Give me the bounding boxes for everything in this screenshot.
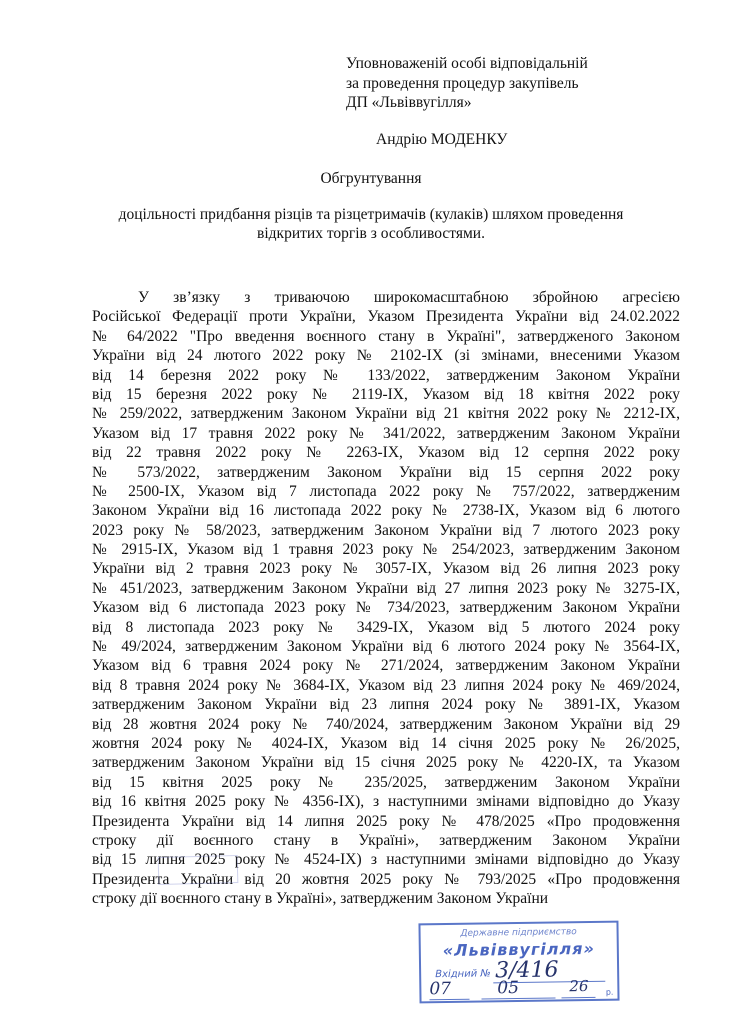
body-line: Російської Федерації проти України, Указом Президента України від 24.02.2022 [92,308,680,326]
body-line: від 15 березня 2022 року № 2119-IX, Указом від 18 квітня 2022 року [92,385,680,403]
stamp-year-suffix: р. [605,987,614,997]
document-subject [0,206,730,243]
body-line: України від 24 лютого 2022 року № 2102-IX (зі змінами, внесеними Указом [92,347,680,365]
incoming-registration-stamp [418,921,619,1004]
body-line: № 49/2024, затвердженим Законом України від 6 лютого 2024 року № 3564-IX, [92,638,680,656]
addressee-block [346,54,588,113]
faint-stamp-mark [158,855,239,885]
body-line: строку дії воєнного стану в Україні», затвердженим Законом України [92,831,680,849]
body-line: строку дії воєнного стану в Україні», затвердженим Законом України [92,890,549,908]
body-line: від 8 травня 2024 року № 3684-IX, Указом від 23 липня 2024 року № 469/2024, [92,676,680,694]
addressee-line: за проведення процедур закупівель [346,74,579,92]
body-line: затвердженим Законом України від 15 січня 2025 року № 4220-IX, та Указом [92,754,680,772]
stamp-org-top: Державне підприємство [460,927,577,939]
body-line: Президента України від 14 липня 2025 року № 478/2025 «Про продовження [92,812,680,830]
body-line: Указом від 6 листопада 2023 року № 734/2023, затвердженим Законом України [92,599,680,617]
body-line: Указом від 17 травня 2022 року № 341/2022, затвердженим Законом України [92,424,680,442]
body-line: № 64/2022 "Про введення воєнного стану в Україні", затвердженого Законом [92,327,680,345]
stamp-handwritten-month: 05 [497,978,520,999]
body-line: № 573/2022, затвердженим Законом України від 15 серпня 2022 року [92,463,680,481]
subject-line: доцільності придбання різців та різцетримачів (кулаків) шляхом проведення [118,206,624,223]
body-line: від 14 березня 2022 року № 133/2022, затвердженим Законом України [92,366,680,384]
addressee-line: Уповноваженій особі відповідальній [346,55,588,72]
body-line: від 8 листопада 2023 року № 3429-IX, Указом від 5 лютого 2024 року [92,618,680,636]
addressee-line: ДП «Львіввугілля» [346,94,472,111]
body-line: Указом від 6 травня 2024 року № 271/2024, затвердженим Законом України [92,657,680,675]
body-line: затвердженим Законом України від 23 липня 2024 року № 3891-IX, Указом [92,696,680,714]
stamp-year-line [561,997,595,998]
body-line: від 15 липня 2025 року № 4524-IX) з наступними змінами відповідно до Указу [92,851,680,869]
stamp-org-name: «Львіввугілля» [442,938,595,961]
body-line: від 15 квітня 2025 року № 235/2025, затвердженим Законом України [92,773,680,791]
addressee-name: Андрію МОДЕНКУ [376,131,508,148]
body-line: від 16 квітня 2025 року № 4356-IX), з наступними змінами відповідно до Указу [92,793,680,811]
body-line: № 2500-IX, Указом від 7 листопада 2022 року № 757/2022, затвердженим [92,482,680,500]
body-line: Законом України від 16 листопада 2022 року № 2738-IX, Указом від 6 лютого [92,502,680,520]
stamp-handwritten-day: 07 [429,978,452,1000]
stamp-handwritten-number: 3/416 [494,957,559,984]
body-line: № 451/2023, затвердженим Законом України від 27 липня 2023 року № 3275-IX, [92,579,680,597]
stamp-handwritten-year: 26 [569,977,589,996]
body-line: жовтня 2024 року № 4024-IX, Указом від 14 січня 2025 року № 26/2025, [92,734,680,752]
body-line: 2023 року № 58/2023, затвердженим Законом України від 7 лютого 2023 року [92,521,680,539]
body-line: від 22 травня 2022 року № 2263-IX, Указом від 12 серпня 2022 року [92,444,680,462]
body-paragraph [92,288,680,909]
body-line: від 28 жовтня 2024 року № 740/2024, затвердженим Законом України від 29 [92,715,680,733]
body-line: № 2915-IX, Указом від 1 травня 2023 року № 254/2023, затвердженим Законом [92,541,680,559]
body-line: України від 2 травня 2023 року № 3057-IX, Указом від 26 липня 2023 року [92,560,680,578]
body-line: Президента України від 20 жовтня 2025 року № 793/2025 «Про продовження [92,870,680,888]
body-line: У зв’язку з триваючою широкомасштабною збройною агресією [138,289,680,306]
subject-line: відкритих торгів з особливостями. [257,224,485,242]
body-line: № 259/2022, затвердженим Законом України від 21 квітня 2022 року № 2212-IX, [92,405,680,423]
stamp-incoming-label: Вхідний № [435,968,491,981]
document-title: Обгрунтування [320,170,422,187]
